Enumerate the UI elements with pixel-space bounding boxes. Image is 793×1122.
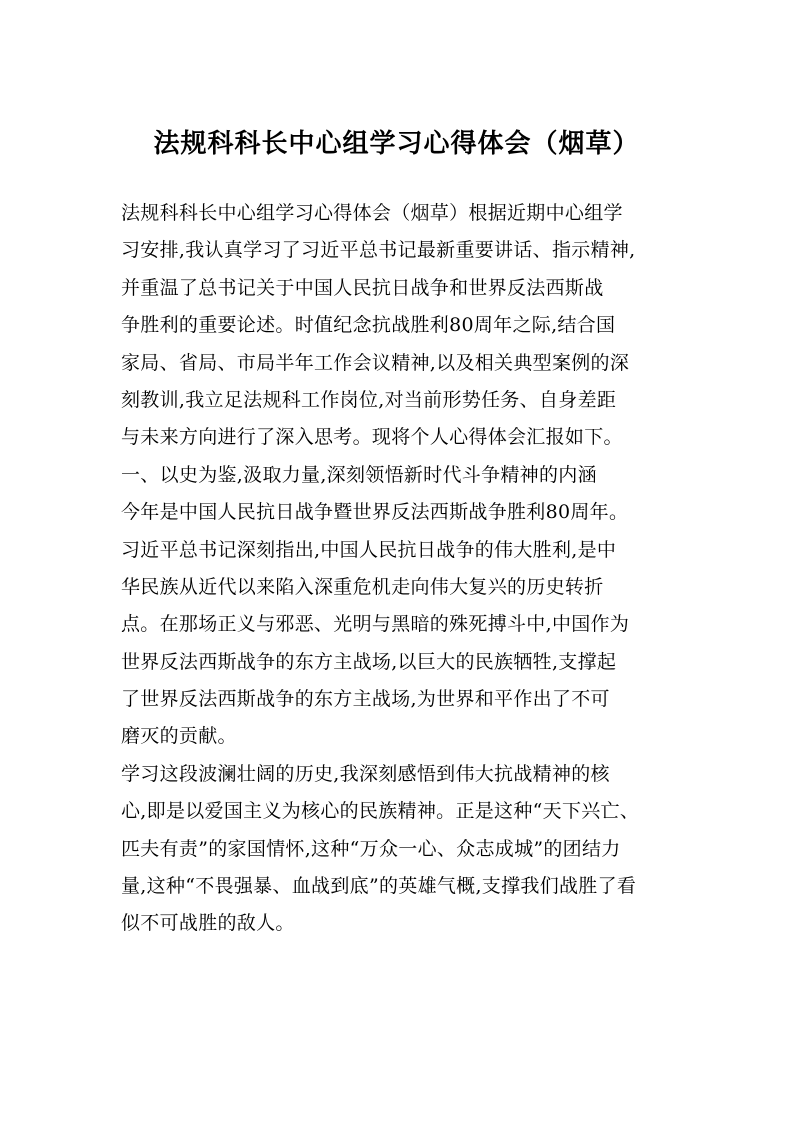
body-line: 并重温了总书记关于中国人民抗日战争和世界反法西斯战 xyxy=(121,276,604,299)
body-line: 似不可战胜的敌人。 xyxy=(121,912,295,935)
body-line: 与未来方向进行了深入思考。现将个人心得体会汇报如下。 xyxy=(121,426,623,449)
document-body xyxy=(121,195,681,943)
body-line: 今年是中国人民抗日战争暨世界反法西斯战争胜利80周年。 xyxy=(121,501,629,524)
body-line: 了世界反法西斯战争的东方主战场,为世界和平作出了不可 xyxy=(121,688,610,711)
body-line: 法规科科长中心组学习心得体会（烟草）根据近期中心组学 xyxy=(121,202,623,224)
body-line: 量,这种“不畏强暴、血战到底”的英雄气概,支撑我们战胜了看 xyxy=(121,875,637,898)
body-line: 刻教训,我立足法规科工作岗位,对当前形势任务、自身差距 xyxy=(121,388,617,411)
body-line: 华民族从近代以来陷入深重危机走向伟大复兴的历史转折 xyxy=(121,575,604,598)
body-line: 家局、省局、市局半年工作会议精神,以及相关典型案例的深 xyxy=(121,351,630,374)
section-heading: 一、以史为鉴,汲取力量,深刻领悟新时代斗争精神的内涵 xyxy=(121,463,597,486)
body-line: 习近平总书记深刻指出,中国人民抗日战争的伟大胜利,是中 xyxy=(121,538,617,561)
body-line: 磨灭的贡献。 xyxy=(121,725,237,748)
body-line: 学习这段波澜壮阔的历史,我深刻感悟到伟大抗战精神的核 xyxy=(121,762,610,785)
body-line: 习安排,我认真学习了习近平总书记最新重要讲话、指示精神, xyxy=(121,239,636,262)
body-line: 心,即是以爱国主义为核心的民族精神。正是这种“天下兴亡、 xyxy=(121,800,640,823)
body-line: 匹夫有责”的家国情怀,这种“万众一心、众志成城”的团结力 xyxy=(121,837,621,860)
body-line: 世界反法西斯战争的东方主战场,以巨大的民族牺牲,支撑起 xyxy=(121,650,617,673)
document-title: 法规科科长中心组学习心得体会（烟草） xyxy=(153,129,640,159)
body-line: 争胜利的重要论述。时值纪念抗战胜利80周年之际,结合国 xyxy=(121,314,616,337)
body-line: 点。在那场正义与邪恶、光明与黑暗的殊死搏斗中,中国作为 xyxy=(121,613,630,636)
